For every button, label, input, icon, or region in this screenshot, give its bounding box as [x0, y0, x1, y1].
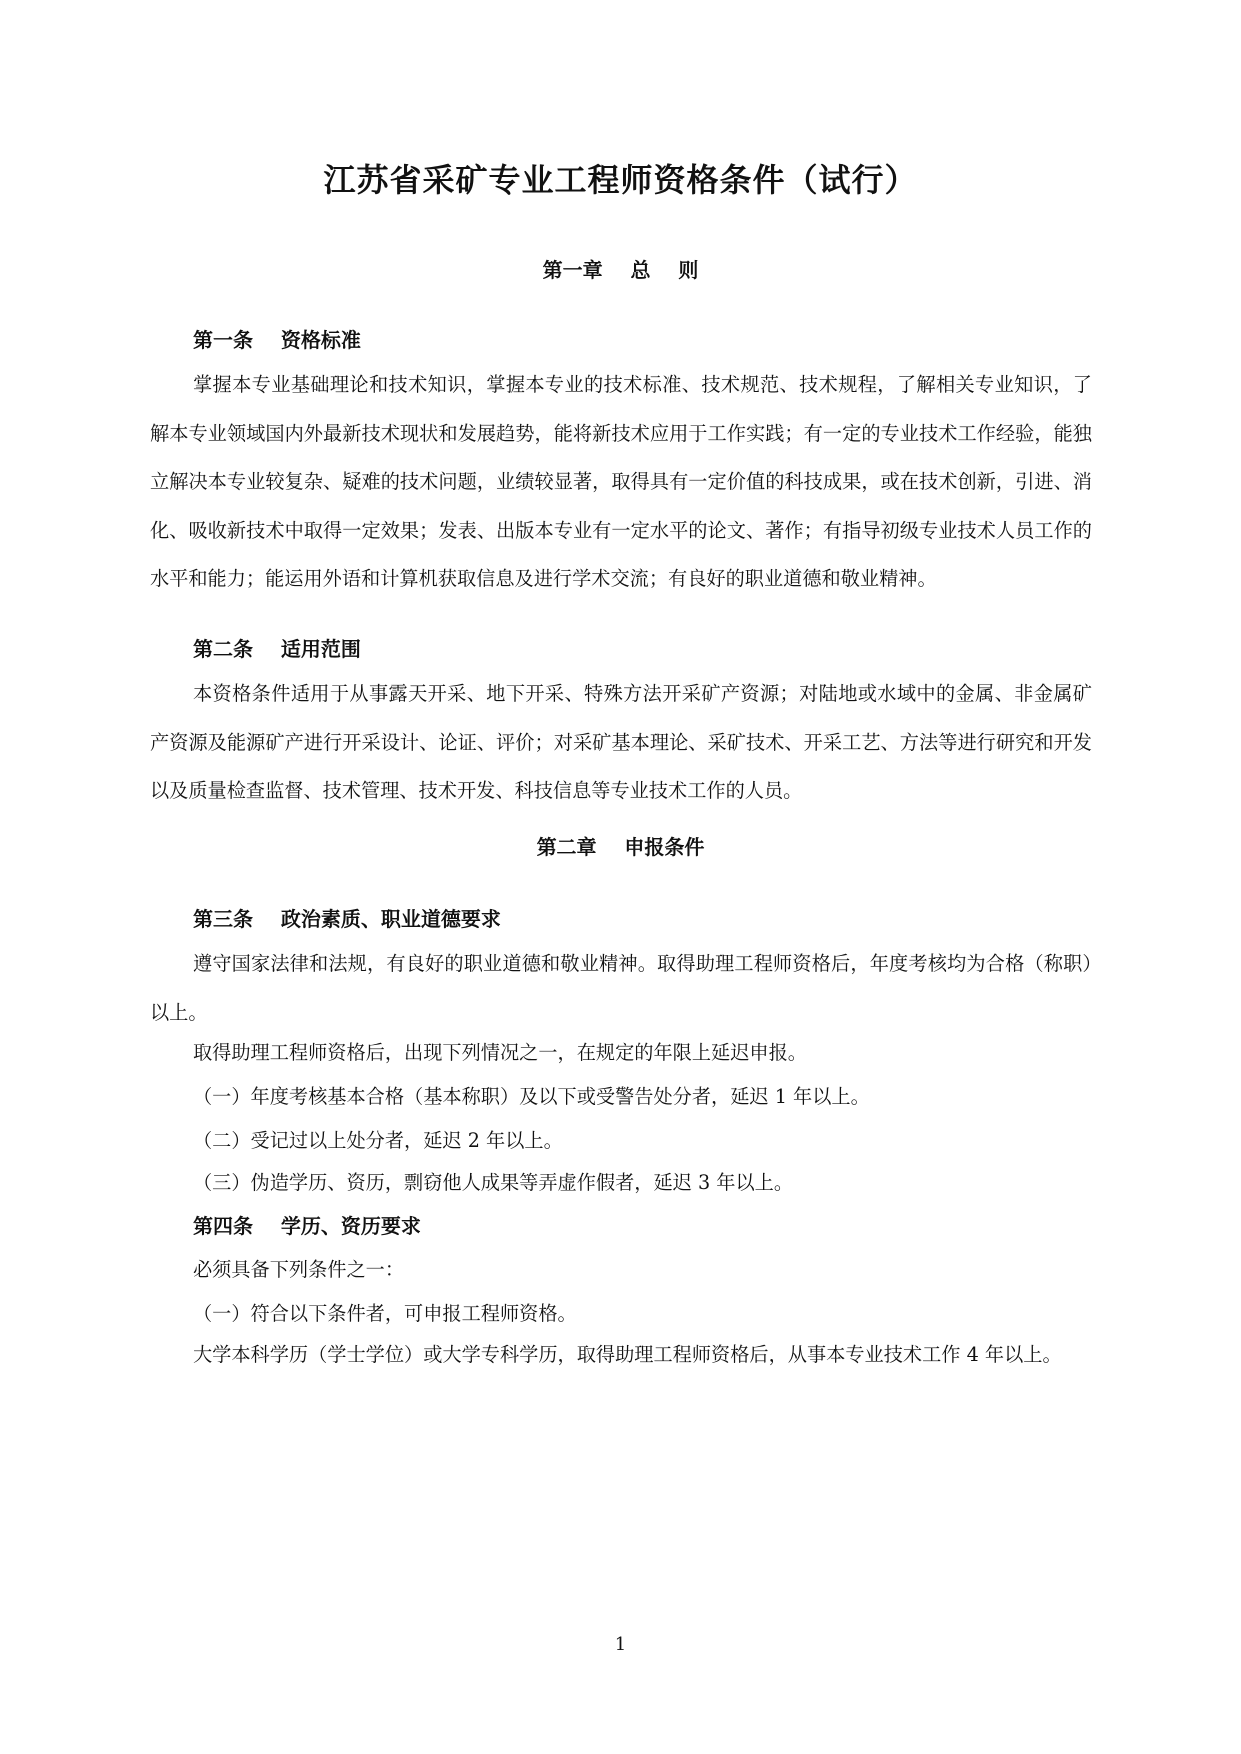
article-4-text: 大学本科学历（学士学位）或大学专科学历，取得助理工程师资格后，从事本专业技术工作 4 年以上。	[193, 1343, 1062, 1366]
chapter-1-heading: 第一章 总 则	[542, 258, 699, 282]
article-3-item-1: （一）年度考核基本合格（基本称职）及以下或受警告处分者，延迟 1 年以上。	[193, 1085, 870, 1108]
article-4-intro: 必须具备下列条件之一：	[193, 1258, 405, 1281]
article-3-heading: 第三条 政治素质、职业道德要求	[193, 907, 501, 931]
document-title: 江苏省采矿专业工程师资格条件（试行）	[323, 161, 918, 199]
article-2-heading: 第二条 适用范围	[193, 637, 361, 661]
article-3-text: 遵守国家法律和法规，有良好的职业道德和敬业精神。取得助理工程师资格后，年度考核均为合格（称职）以上。	[150, 952, 1092, 1024]
article-3-item-3: （三）伪造学历、资历，剽窃他人成果等弄虚作假者，延迟 3 年以上。	[193, 1171, 794, 1194]
article-3-delay-intro: 取得助理工程师资格后，出现下列情况之一，在规定的年限上延迟申报。	[193, 1041, 807, 1064]
page-number: 1	[614, 1634, 627, 1655]
chapter-2-heading: 第二章 申报条件	[536, 835, 705, 859]
article-2-text: 本资格条件适用于从事露天开采、地下开采、特殊方法开采矿产资源；对陆地或水域中的金属、非金属矿产资源及能源矿产进行开采设计、论证、评价；对采矿基本理论、采矿技术、开采工艺、方法等进行研究和开发以及质量检查监督、技术管理、技术开发、科技信息等专业技术工作的人员。	[150, 682, 1092, 802]
article-1-text: 掌握本专业基础理论和技术知识，掌握本专业的技术标准、技术规范、技术规程，了解相关专业知识，了解本专业领域国内外最新技术现状和发展趋势，能将新技术应用于工作实践；有一定的专业技术工作经验，能独立解决本专业较复杂、疑难的技术问题，业绩较显著，取得具有一定价值的科技成果，或在技术创新，引进、消化、吸收新技术中取得一定效果；发表、出版本专业有一定水平的论文、著作；有指导初级专业技术人员工作的水平和能力；能运用外语和计算机获取信息及进行学术交流；有良好的职业道德和敬业精神。	[150, 373, 1092, 590]
article-4-item-1: （一）符合以下条件者，可申报工程师资格。	[193, 1302, 577, 1325]
article-3-item-2: （二）受记过以上处分者，延迟 2 年以上。	[193, 1129, 563, 1152]
article-1-heading: 第一条 资格标准	[193, 328, 361, 352]
article-4-heading: 第四条 学历、资历要求	[193, 1214, 421, 1238]
